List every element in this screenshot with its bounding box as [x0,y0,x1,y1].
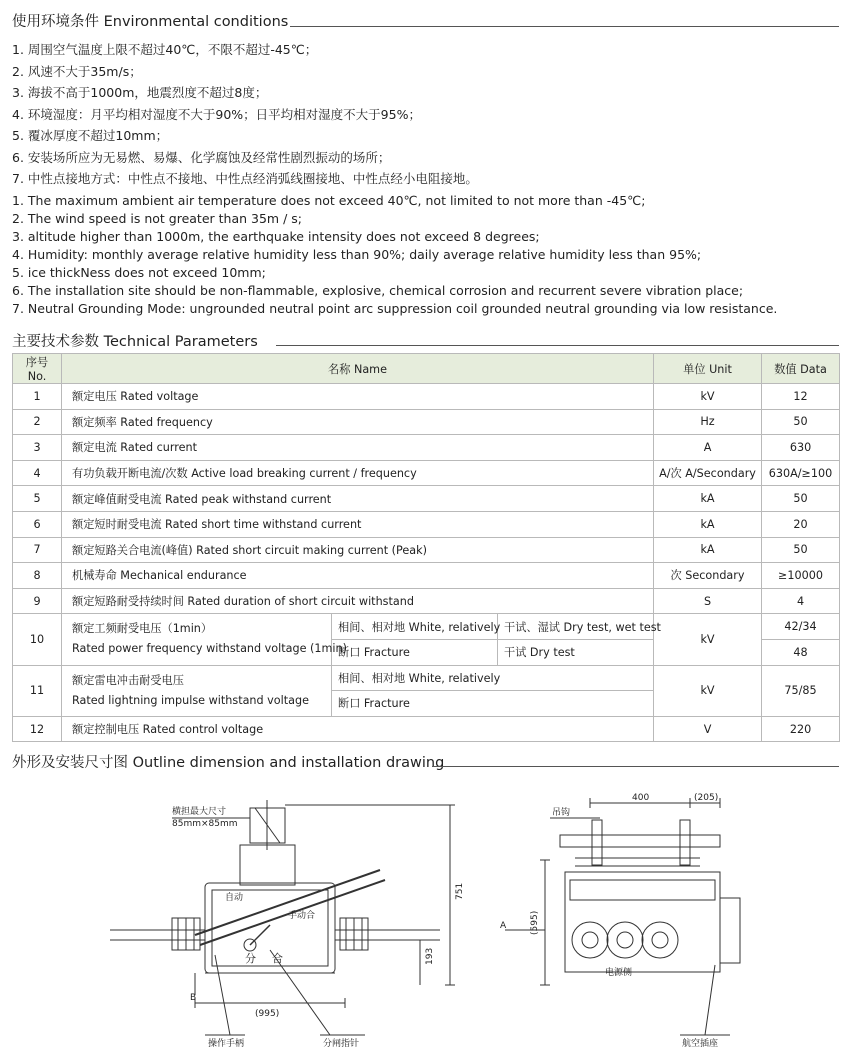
cell-unit: V [654,716,762,742]
env-en-item: 6. The installation site should be non-flammable, explosive, chemical corrosion and recurrent severe vibration place; [12,283,744,298]
cell-name: 额定短时耐受电流 Rated short time withstand current [62,511,654,537]
cell-name [62,614,347,665]
pt-housing [240,845,295,885]
env-en-list [12,192,777,318]
cell-name: 额定电流 Rated current [62,435,654,461]
env-cn-item: 5. 覆冰厚度不超过10mm； [12,128,169,143]
cell-no: 12 [13,716,62,742]
cell-unit: kV [654,665,762,716]
env-title: 使用环境条件 Environmental conditions [12,14,289,30]
env-cn-item: 4. 环境湿度：月平均相对湿度不大于90%；日平均相对湿度不大于95%； [12,106,421,122]
cell-sub: 断口 Fracture [332,639,498,665]
drawing-title-rule [432,766,839,767]
operating-handle-bar [195,870,380,935]
hook-label: 吊钩 [552,808,571,818]
cell-no: 4 [13,460,62,486]
env-en-item: 7. Neutral Grounding Mode: ungrounded neutral point arc suppression coil grounded neutral grounding via low resistance. [12,301,778,316]
cell-data: 20 [762,511,840,537]
cell-sub-test: 干试 Dry test [498,639,654,665]
max-size-value: 85mm×85mm [172,819,238,829]
cell-unit: kV [654,614,762,665]
cell-no: 8 [13,563,62,589]
table-row [13,563,840,589]
side-top-panel [570,880,715,900]
cell-no: 9 [13,588,62,614]
cell-data: ≥10000 [762,563,840,589]
cell-data: 630A/≥100 [762,460,840,486]
table-row [13,665,840,691]
cell-no: 5 [13,486,62,512]
auto-label: 自动 [225,893,244,903]
crossarm [560,835,720,847]
cell-name-cn: 额定雷电冲击耐受电压 [72,673,184,687]
env-cn-item: 2. 风速不大于35m/s； [12,63,142,79]
cell-data: 50 [762,537,840,563]
table-row [13,486,840,512]
cell-name-cn: 额定工频耐受电压（1min） [72,622,213,636]
env-cn-list [12,39,478,190]
power-side-label: 电源侧 [605,968,633,978]
cell-no: 10 [13,614,62,665]
table-row [13,588,840,614]
phase-a-bushing [572,922,608,958]
dim-205-label: (205) [694,793,719,803]
env-cn-item: 7. 中性点接地方式：中性点不接地、中性点经消弧线圈接地、中性点经小电阻接地。 [12,171,478,186]
socket-label: 航空插座 [682,1039,719,1049]
dim-193-label: 193 [425,947,435,965]
max-size-label: 横担最大尺寸 [172,807,227,817]
env-cn-item: 6. 安装场所应为无易燃、易爆、化学腐蚀及经常性剧烈振动的场所； [12,149,391,165]
cell-no: 2 [13,409,62,435]
env-en-item: 2. The wind speed is not greater than 35m / s; [12,211,302,226]
cell-name [62,665,332,716]
header-name: 名称 Name [62,354,654,384]
cell-unit: kV [654,384,762,410]
cell-data: 42/34 [762,614,840,640]
cell-name: 机械寿命 Mechanical endurance [62,563,654,589]
cell-unit: Hz [654,409,762,435]
drawing-title: 外形及安装尺寸图 Outline dimension and installation drawing [12,755,445,771]
cell-data: 4 [762,588,840,614]
cell-sub: 相间、相对地 White, relatively [332,665,654,691]
cell-no: 6 [13,511,62,537]
cell-name: 额定短路耐受持续时间 Rated duration of short circuit withstand [62,588,654,614]
env-en-item: 5. ice thickNess does not exceed 10mm; [12,265,266,280]
table-row [13,537,840,563]
cell-name: 额定频率 Rated frequency [62,409,654,435]
cell-name-en: Rated lightning impulse withstand voltage [72,693,309,707]
env-en-item: 4. Humidity: monthly average relative humidity less than 90%; daily average relative humidity less than 95%; [12,247,702,262]
table-header-row [13,354,840,384]
cell-unit: S [654,588,762,614]
cell-sub: 相间、相对地 White, relatively [332,614,498,640]
table-row [13,511,840,537]
mark-a-label: A [500,921,507,931]
cell-no: 7 [13,537,62,563]
socket-leader [705,965,715,1035]
cell-data: 630 [762,435,840,461]
phase-b-bushing [607,922,643,958]
cell-name: 额定电压 Rated voltage [62,384,654,410]
table-row [13,435,840,461]
cell-data: 50 [762,486,840,512]
indicator-label: 分闸指针 [323,1039,360,1049]
cell-name: 额定峰值耐受电流 Rated peak withstand current [62,486,654,512]
cell-unit: kA [654,486,762,512]
cell-data: 50 [762,409,840,435]
cell-data: 75/85 [762,665,840,716]
env-cn-item: 1. 周围空气温度上限不超过40℃，不限不超过-45℃； [12,42,318,57]
outline-drawing [0,785,845,1057]
env-en-item: 1. The maximum ambient air temperature does not exceed 40℃, not limited to not more than -45℃; [12,193,646,208]
cell-unit: kA [654,511,762,537]
cell-sub: 断口 Fracture [332,691,654,717]
cell-unit: kA [654,537,762,563]
cell-name: 额定短路关合电流(峰值) Rated short circuit making current (Peak) [62,537,654,563]
cell-data: 48 [762,639,840,665]
header-unit: 单位 Unit [654,354,762,384]
control-box [720,898,740,963]
tech-params-table [12,353,840,742]
cell-name: 额定控制电压 Rated control voltage [62,716,654,742]
header-no: 序号 No. [13,354,62,384]
table-row [13,460,840,486]
dim-995-label: (995) [255,1009,280,1019]
phase-c-bushing [642,922,678,958]
cell-sub-test: 干试、湿试 Dry test, wet test [498,614,654,640]
cell-no: 1 [13,384,62,410]
dim-595-label: (595) [530,910,540,935]
cell-data: 12 [762,384,840,410]
cell-name-en: Rated power frequency withstand voltage (1min) [72,642,347,656]
cell-unit: A/次 A/Secondary [654,460,762,486]
dim-751-label: 751 [455,882,465,900]
cell-no: 11 [13,665,62,716]
env-en-item: 3. altitude higher than 1000m, the earthquake intensity does not exceed 8 degrees; [12,229,540,244]
handle-label: 操作手柄 [208,1039,245,1049]
close-label: 合 [272,952,283,965]
tech-title: 主要技术参数 Technical Parameters [12,334,258,350]
tech-title-rule [276,345,839,346]
cell-no: 3 [13,435,62,461]
handle-leader [215,955,230,1035]
cell-unit: A [654,435,762,461]
table-row [13,409,840,435]
header-data: 数值 Data [762,354,840,384]
env-cn-item: 3. 海拔不高于1000m，地震烈度不超过8度； [12,85,268,100]
mark-b-label: B [190,993,197,1003]
table-row [13,614,840,640]
cell-unit: 次 Secondary [654,563,762,589]
table-row [13,384,840,410]
manual-close-label: 手动合 [288,911,316,921]
dim-400-label: 400 [632,793,650,803]
open-label: 分 [245,952,256,965]
table-row [13,716,840,742]
env-title-rule [290,26,839,27]
cell-name: 有功负载开断电流/次数 Active load breaking current / frequency [62,460,654,486]
cell-data: 220 [762,716,840,742]
